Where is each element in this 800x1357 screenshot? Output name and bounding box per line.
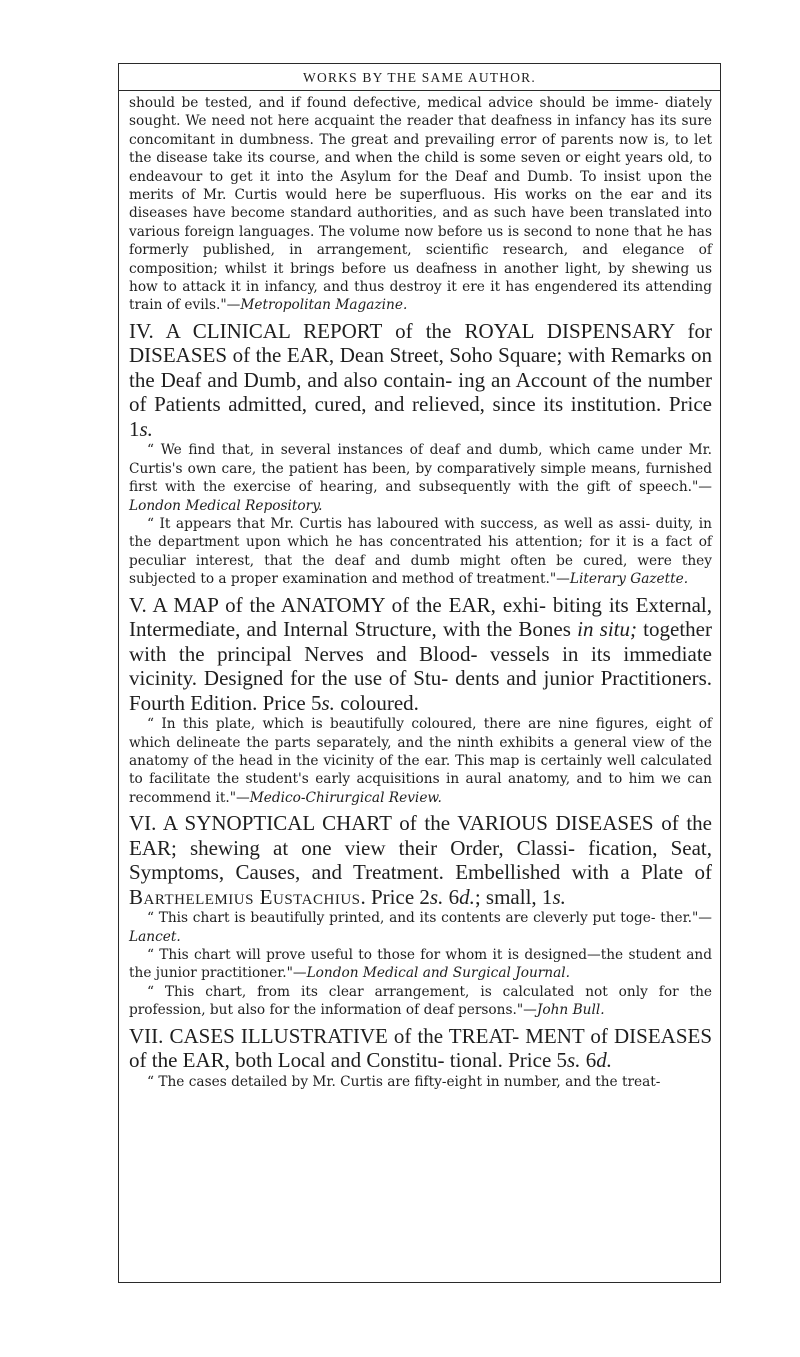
entry-vi-price-unit-d: d. (459, 884, 475, 909)
running-head: WORKS BY THE SAME AUTHOR. (303, 70, 536, 85)
review-source: London Medical and Surgical Journal. (306, 965, 571, 982)
intro-text: should be tested, and if found defective, medical advice should be imme- diately sought. We need not here acquaint the reader that deafness in infancy has its sure concomitant in dumbness. The great and prevailing error of parents now is, to let the disease take its course, and when the child is some seven or eight years old, to endeavour to get it into the Asylum for the Deaf and Dumb. To insist upon the merits of Mr. Curtis would here be superfluous. His works on the ear and its diseases have become standard authorities, and as such have been translated into various foreign languages. The volume now before us is second to none that he has formerly published, in arrangement, scientific research, and elegance of composition; whilst it brings before us deafness in another light, by shewing us how to attack it in infancy, and thus destroy it ere it has engendered its attending train of evils."— (129, 95, 712, 314)
review-text: “ In this plate, which is beautifully coloured, there are nine figures, eight of which delineate the parts separately, and the ninth exhibits a general view of the anatomy of the head in the vicinity of the ear. This map is certainly well calculated to facilitate the student's early acquisitions in aural anatomy, and to him we can recommend it."— (129, 716, 712, 806)
entry-iv-title (129, 319, 712, 442)
entry-vi-title-smallcaps: Barthelemius Eustachius (129, 884, 361, 909)
entry-vi-price-unit-s2: s. (552, 884, 566, 909)
entry-vii-title-rest: both Local and Constitu- tional. Price 5 (229, 1048, 568, 1073)
review-text: “ This chart, from its clear arrangement, is calculated not only for the profession, but also for the information of deaf persons."— (129, 983, 712, 1019)
entry-vi-review-1 (129, 909, 712, 946)
entry-v-title-rest: exhi- biting its External, Intermediate, and Internal Structure, with the Bones (129, 592, 712, 642)
entry-v-title-italic: in situ; (577, 617, 637, 642)
review-text: “ We find that, in several instances of deaf and dumb, which came under Mr. Curtis's own care, the patient has been, by comparatively simple means, furnished first with the exercise of hearing, and subsequently with the gift of speech."— (129, 442, 712, 496)
entry-v-review-1 (129, 715, 712, 807)
entry-iv-title-rest: Dean Street, Soho Square; with Remarks on the Deaf and Dumb, and also contain- ing an Account of the number of Patients admitted, cured, and relieved, since its institution. Price 1 (129, 343, 712, 441)
entry-v-title-rest-2: together with the principal Nerves and Blood- vessels in its immediate vicinity. Designed for the use of Stu- dents and junior Practitioners. Fourth Edition. Price 5 (129, 617, 712, 715)
entry-vii-numeral: VII. (129, 1023, 164, 1048)
entry-vi-price-pence: 6 (443, 884, 460, 909)
entry-v-title-main: A MAP of the ANATOMY of the EAR, (152, 592, 496, 617)
review-text: “ This chart will prove useful to those for whom it is designed—the student and the junior practitioner."— (129, 946, 712, 982)
intro-source: Metropolitan Magazine. (240, 297, 408, 314)
review-source: Literary Gazette. (569, 571, 689, 588)
entry-iv-price-unit: s. (139, 416, 153, 441)
review-text: “ This chart is beautifully printed, and its contents are cleverly put toge- ther."— (147, 910, 712, 927)
review-source: London Medical Repository. (129, 497, 323, 514)
entry-vii-price-pence: 6 (580, 1048, 597, 1073)
entry-iv-numeral: IV. (129, 318, 154, 343)
entry-vi-numeral: VI. (129, 811, 157, 836)
entry-vii-price-unit-d: d. (596, 1048, 612, 1073)
entry-v-numeral: V. (129, 592, 147, 617)
page-content (129, 94, 712, 1091)
review-text: “ It appears that Mr. Curtis has laboured with success, as well as assi- duity, in the department upon which he has concentrated his attention; for it is a fact of peculiar interest, that the deaf and dumb might often be cured, were they subjected to a proper examination and method of treatment."— (129, 516, 712, 588)
entry-vii-title-main: CASES ILLUSTRATIVE of the TREAT- MENT of DISEASES of the EAR, (129, 1023, 713, 1073)
intro-paragraph (129, 94, 712, 315)
entry-v-title (129, 593, 712, 716)
entry-vii-price-unit-s: s. (567, 1048, 581, 1073)
entry-vi-review-2 (129, 946, 712, 983)
entry-v-title-end: coloured. (334, 690, 419, 715)
entry-vii-title (129, 1024, 712, 1073)
header-rule (119, 90, 720, 91)
entry-v-price-unit: s. (321, 690, 335, 715)
entry-vi-review-3 (129, 983, 712, 1020)
review-source: Lancet. (129, 928, 181, 945)
entry-iv-review-1 (129, 441, 712, 515)
review-text: “ The cases detailed by Mr. Curtis are fifty-eight in number, and the treat- (147, 1073, 661, 1090)
review-source: John Bull. (536, 1002, 605, 1019)
review-source: Medico-Chirurgical Review. (249, 789, 442, 806)
entry-iv-title-main: A CLINICAL REPORT of the ROYAL DISPENSARY for DISEASES of the EAR, (129, 318, 712, 368)
entry-vi-title-main: A SYNOPTICAL CHART of the VARIOUS DISEASES of the EAR; (129, 811, 712, 860)
entry-iv-review-2 (129, 515, 712, 589)
entry-vii-review-1 (129, 1073, 712, 1091)
entry-vi-price-unit-s: s. (429, 884, 444, 909)
entry-vi-title-rest-2: . Price 2 (360, 884, 430, 909)
entry-vi-title (129, 811, 712, 909)
book-page (118, 63, 721, 1283)
entry-vi-title-rest: shewing at one view their Order, Classi- fication, Seat, Symptoms, Causes, and Treatment. Embellished with a Plate of (129, 835, 712, 885)
entry-vi-price-small: ; small, 1 (474, 884, 553, 909)
